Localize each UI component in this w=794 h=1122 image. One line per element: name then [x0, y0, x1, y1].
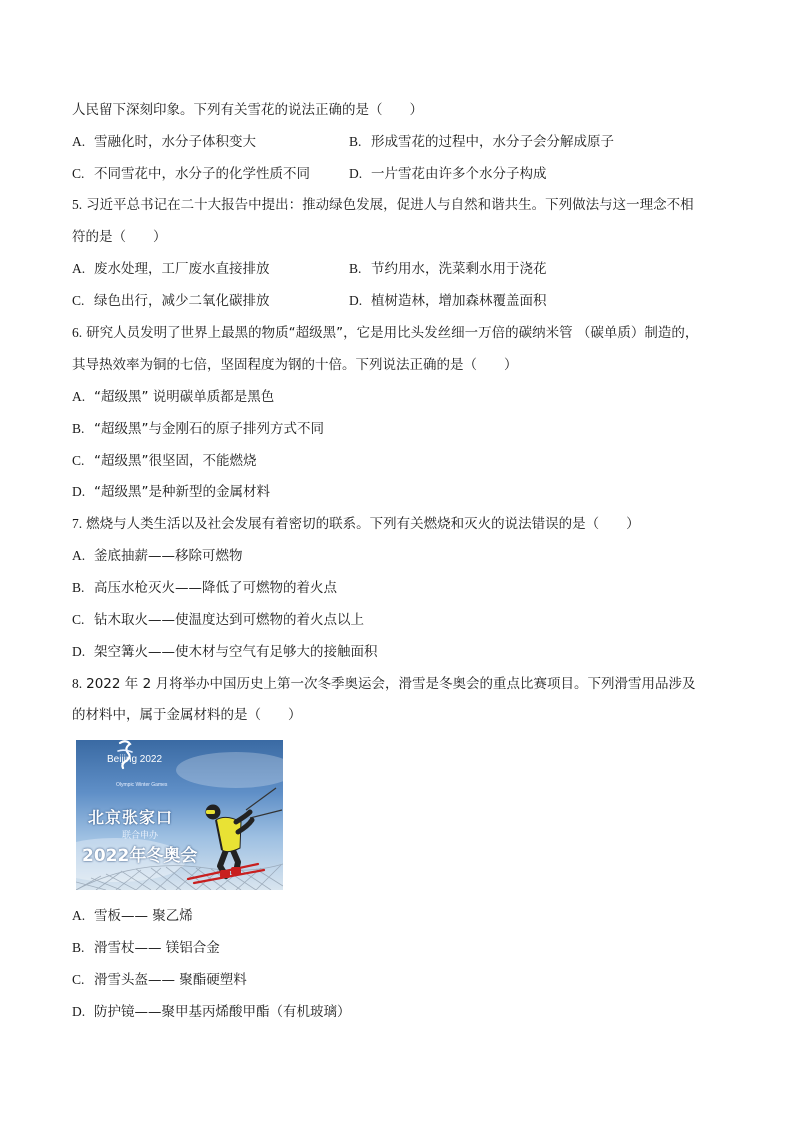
option-label: C. [72, 972, 85, 987]
option-text: 绿色出行，减少二氧化碳排放 [94, 293, 270, 309]
question-8-stem [72, 674, 695, 694]
option-label: D. [72, 644, 86, 659]
question-text: 习近平总书记在二十大报告中提出：推动绿色发展，促进人与自然和谐共生。下列做法与这一理念不相 [86, 197, 694, 213]
q6-option-b [72, 419, 324, 439]
option-label: C. [72, 166, 85, 181]
option-label: C. [72, 453, 85, 468]
option-label: D. [72, 1004, 86, 1019]
option-text: 钻木取火——使温度达到可燃物的着火点以上 [94, 612, 364, 628]
option-label: D. [349, 166, 363, 181]
option-label: C. [72, 293, 85, 308]
question-8-stem-cont: 的材料中，属于金属材料的是（ ） [72, 707, 302, 723]
q7-option-b [72, 578, 337, 598]
question-text: 研究人员发明了世界上最黑的物质“超级黑”，它是用比头发丝细一万倍的碳纳米管 （碳单质）制造的， [86, 325, 699, 341]
q4-option-d [349, 164, 547, 184]
q5-option-b [349, 259, 547, 279]
q8-option-c [72, 970, 247, 990]
option-label: A. [72, 548, 86, 563]
question-6-stem [72, 323, 698, 343]
option-label: A. [72, 134, 86, 149]
option-text: 高压水枪灭火——降低了可燃物的着火点 [94, 580, 337, 596]
q7-option-d [72, 642, 378, 662]
question-text: 2022 年 2 月将举办中国历史上第一次冬季奥运会，滑雪是冬奥会的重点比赛项目。下列滑雪用品涉及 [86, 676, 696, 692]
poster-joint-bid-text: 联合申办 [122, 831, 159, 841]
question-text: 燃烧与人类生活以及社会发展有着密切的联系。下列有关燃烧和灭火的说法错误的是（ ） [86, 516, 640, 532]
option-text: 雪板—— 聚乙烯 [94, 908, 193, 924]
option-text: 一片雪花由许多个水分子构成 [371, 166, 547, 182]
q5-option-d [349, 291, 547, 311]
poster-beijing-2022-text: Beijing 2022 [107, 754, 163, 765]
option-text: 形成雪花的过程中，水分子会分解成原子 [371, 134, 614, 150]
option-text: 植树造林，增加森林覆盖面积 [371, 293, 547, 309]
q7-option-c [72, 610, 364, 630]
question-5-stem [72, 195, 694, 215]
option-label: D. [72, 484, 86, 499]
poster-games-text: Olympic Winter Games [116, 782, 168, 788]
option-text: 釜底抽薪——移除可燃物 [94, 548, 243, 564]
question-6-stem-cont: 其导热效率为铜的七倍，坚固程度为钢的十倍。下列说法正确的是（ ） [72, 357, 518, 373]
option-label: C. [72, 612, 85, 627]
q6-option-d [72, 482, 270, 502]
winter-olympics-poster-image [76, 740, 283, 890]
skier-illustration-icon [188, 788, 282, 883]
option-label: A. [72, 908, 86, 923]
option-label: B. [72, 580, 85, 595]
poster-event-text: 2022年冬奥会 [82, 846, 198, 866]
q4-option-c [72, 164, 310, 184]
option-label: B. [72, 940, 85, 955]
question-number: 8. [72, 676, 83, 691]
option-label: B. [349, 261, 362, 276]
option-label: B. [349, 134, 362, 149]
q5-option-a [72, 259, 270, 279]
option-label: D. [349, 293, 363, 308]
question-4-stem-tail: 人民留下深刻印象。下列有关雪花的说法正确的是（ ） [72, 102, 423, 118]
option-text: 架空篝火——使木材与空气有足够大的接触面积 [94, 644, 378, 660]
option-text: 不同雪花中，水分子的化学性质不同 [94, 166, 310, 182]
q8-option-d [72, 1002, 351, 1022]
option-text: 雪融化时，水分子体积变大 [94, 134, 256, 150]
poster-city-text: 北京张家口 [88, 808, 174, 827]
option-label: B. [72, 421, 85, 436]
q8-option-b [72, 938, 220, 958]
option-text: “超级黑”是种新型的金属材料 [94, 484, 270, 500]
q5-option-c [72, 291, 270, 311]
q6-option-c [72, 451, 257, 471]
question-5-stem-cont: 符的是（ ） [72, 229, 167, 245]
question-number: 6. [72, 325, 83, 340]
option-text: 节约用水，洗菜剩水用于浇花 [371, 261, 547, 277]
option-label: A. [72, 261, 86, 276]
q8-option-a [72, 906, 193, 926]
q7-option-a [72, 546, 243, 566]
option-text: “超级黑”与金刚石的原子排列方式不同 [94, 421, 324, 437]
option-text: 防护镜——聚甲基丙烯酸甲酯（有机玻璃） [94, 1004, 351, 1020]
question-number: 7. [72, 516, 83, 531]
q4-option-b [349, 132, 614, 152]
q4-option-a [72, 132, 256, 152]
q6-option-a [72, 387, 274, 407]
option-text: 滑雪杖—— 镁铝合金 [94, 940, 220, 956]
option-text: “超级黑” 说明碳单质都是黑色 [94, 389, 275, 405]
option-text: 滑雪头盔—— 聚酯硬塑料 [94, 972, 247, 988]
option-text: 废水处理，工厂废水直接排放 [94, 261, 270, 277]
option-text: “超级黑”很坚固，不能燃烧 [94, 453, 257, 469]
question-number: 5. [72, 197, 83, 212]
question-7-stem [72, 514, 640, 534]
option-label: A. [72, 389, 86, 404]
